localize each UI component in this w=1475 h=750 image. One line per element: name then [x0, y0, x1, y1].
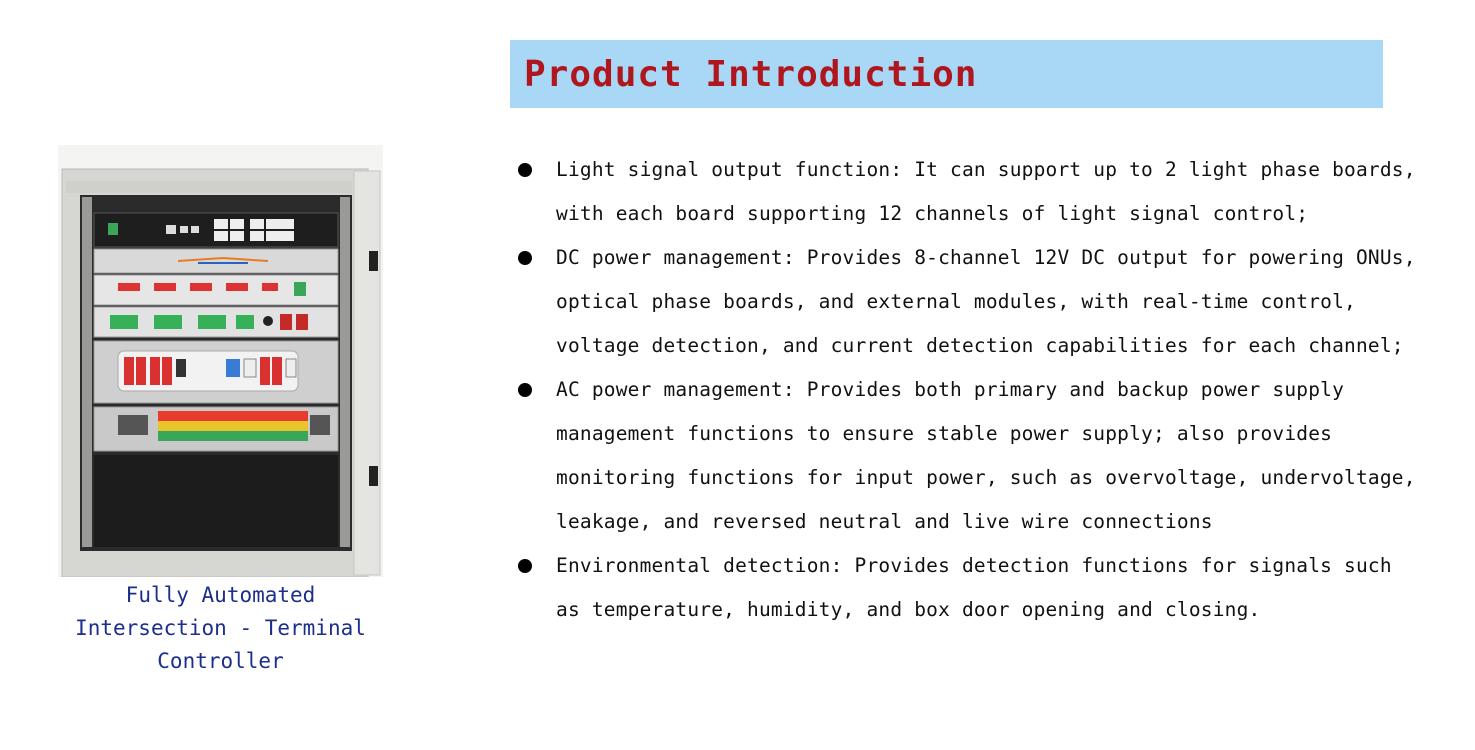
feature-text: DC power management: Provides 8-channel 12V DC output for powering ONUs, optical phase boards, and external modules, with real-time control, voltage detection, and current detection capabilities for each channel; — [556, 246, 1416, 357]
list-item — [518, 148, 1418, 236]
feature-list — [518, 148, 1418, 632]
bullet-icon — [518, 383, 532, 397]
bullet-icon — [518, 251, 532, 265]
feature-text: AC power management: Provides both primary and backup power supply management functions to ensure stable power supply; also provides monitoring functions for input power, such as overvoltage, undervoltage, leakage, and reversed neutral and live wire connections — [556, 378, 1416, 533]
list-item — [518, 236, 1418, 368]
bullet-icon — [518, 559, 532, 573]
page-title: Product Introduction — [524, 53, 978, 95]
feature-text: Environmental detection: Provides detection functions for signals such as temperature, humidity, and box door opening and closing. — [556, 554, 1392, 621]
product-caption: Fully Automated Intersection - Terminal Controller — [75, 583, 366, 673]
bullet-icon — [518, 163, 532, 177]
list-item — [518, 368, 1418, 544]
list-item — [518, 544, 1418, 632]
feature-text: Light signal output function: It can support up to 2 light phase boards, with each board supporting 12 channels of light signal control; — [556, 158, 1416, 225]
cabinet-image — [58, 145, 383, 577]
product-figure — [58, 145, 383, 678]
section-header — [510, 40, 1383, 108]
